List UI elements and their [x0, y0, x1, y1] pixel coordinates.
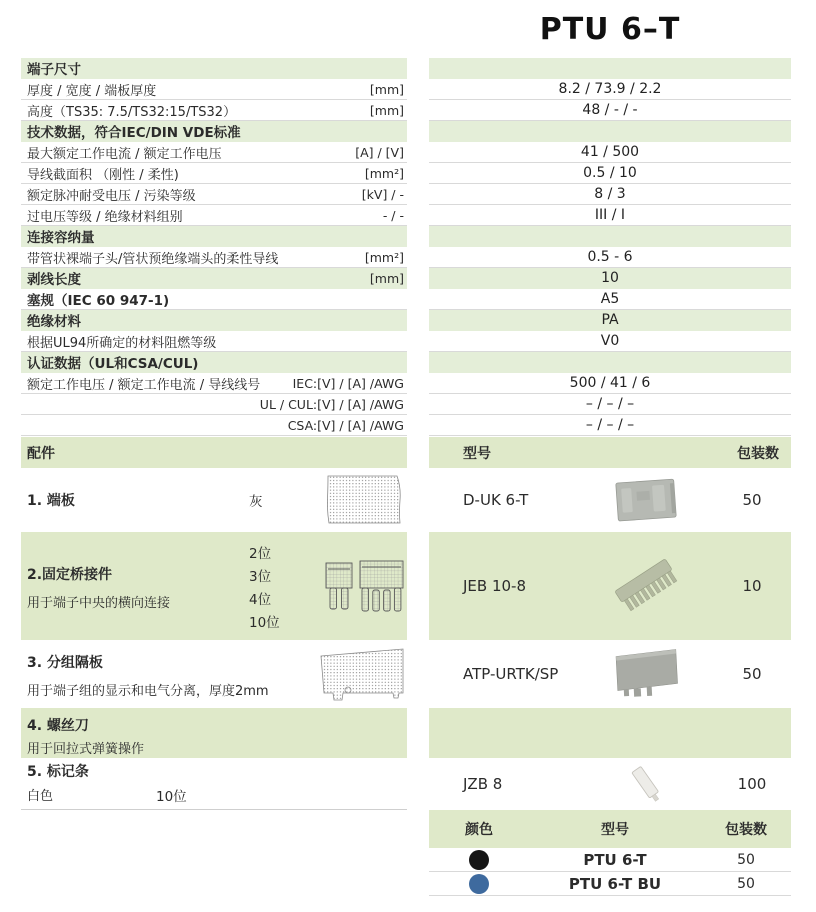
spec-value: 48 / - / -: [582, 102, 638, 118]
spec-value: – / – / –: [585, 396, 635, 412]
part-qty: 10: [742, 577, 762, 595]
spec-value: 8.2 / 73.9 / 2.2: [558, 81, 662, 97]
spec-value: 0.5 - 6: [587, 249, 633, 265]
spec-row-ferrule-conductor: [21, 247, 791, 268]
unit-label: UL / CUL:[V] / [A] /AWG: [259, 396, 404, 412]
spec-row-stripping-length: [21, 268, 791, 289]
accessories-header-label: 配件: [27, 445, 55, 462]
spec-label: 根据UL94所确定的材料阻燃等级: [27, 335, 217, 351]
part-row-jzb-8: [429, 758, 791, 810]
unit-label: [mm]: [369, 81, 404, 97]
order-row-ptu-6-t: [429, 848, 791, 872]
accessory-title: 3. 分组隔板: [27, 655, 103, 671]
order-table: [429, 810, 791, 896]
accessory-item-group-separator: [21, 640, 407, 708]
spec-value: V0: [600, 333, 620, 349]
spec-row-gauge: [21, 289, 791, 310]
part-row-atp-urtk-sp: [429, 640, 791, 708]
marker-option: 10位: [156, 789, 187, 805]
color-dot-black: [469, 850, 489, 870]
spec-value: III / I: [594, 207, 626, 223]
model-header-label: 型号: [601, 822, 629, 838]
order-qty: 50: [737, 875, 755, 892]
accessory-item-marker-strip: [21, 758, 407, 810]
bridge-pole-options: [249, 540, 280, 632]
part-row-empty: [429, 708, 791, 758]
spec-section-dimensions: [21, 58, 791, 79]
atp-urtk-sp-photo: [610, 648, 684, 700]
order-row-ptu-6-t-bu: [429, 872, 791, 896]
unit-label: CSA:[V] / [A] /AWG: [287, 417, 404, 433]
unit-label: [mm²]: [364, 249, 404, 265]
jeb-10-8-photo: [610, 551, 684, 621]
spec-row-thickness: [21, 79, 791, 100]
marker-color: 白色: [27, 789, 54, 804]
spec-row-cross-section: [21, 163, 791, 184]
accessory-item-end-plate: [21, 468, 407, 532]
accessory-item-screwdriver: [21, 708, 407, 758]
unit-label: [mm²]: [364, 165, 404, 181]
section-label: 端子尺寸: [27, 62, 81, 78]
qty-header-label: 包装数: [725, 822, 767, 838]
spec-value: 41 / 500: [580, 144, 640, 160]
spec-row-ul94-flammability: [21, 331, 791, 352]
color-dot-blue: [469, 874, 489, 894]
order-model: PTU 6-T: [583, 850, 647, 869]
spec-label: 过电压等级 / 绝缘材料组别: [27, 209, 183, 225]
spec-value: A5: [600, 291, 620, 307]
jzb-8-photo: [624, 761, 670, 807]
parts-header: [429, 437, 791, 468]
spec-row-insulation-material: [21, 310, 791, 331]
qty-header-label: 包装数: [737, 445, 779, 462]
part-qty: 100: [737, 775, 767, 793]
spec-label: 塞规（IEC 60 947-1): [27, 293, 170, 309]
accessory-desc: 用于回拉式弹簧操作: [27, 742, 145, 757]
accessory-item-fixed-bridge: [21, 532, 407, 640]
order-model: PTU 6-T BU: [568, 874, 662, 893]
order-table-header: [429, 810, 791, 848]
model-header-label: 型号: [463, 445, 491, 462]
part-model: ATP-URTK/SP: [463, 665, 559, 683]
product-title: PTU 6–T: [539, 12, 681, 47]
spec-label: 额定工作电压 / 额定工作电流 / 导线线号: [27, 377, 261, 393]
spec-label: 剥线长度: [27, 272, 81, 288]
part-qty: 50: [742, 491, 762, 509]
unit-label: - / -: [382, 207, 404, 223]
spec-section-certification-data: [21, 352, 791, 373]
spec-row-surge-voltage: [21, 184, 791, 205]
accessory-title: 2.固定桥接件: [27, 567, 113, 583]
spec-value: 0.5 / 10: [583, 165, 637, 181]
spec-label: 厚度 / 宽度 / 端板厚度: [27, 83, 157, 99]
bridge-option: 4位: [249, 591, 272, 608]
end-plate-drawing: [323, 473, 403, 527]
accessories-column: [21, 437, 407, 810]
spec-label: 带管状裸端子头/管状预绝缘端头的柔性导线: [27, 251, 279, 267]
spec-row-overvoltage-category: [21, 205, 791, 226]
spec-value: 500 / 41 / 6: [569, 375, 651, 391]
section-label: 连接容纳量: [27, 230, 95, 246]
section-label: 认证数据（UL和CSA/CUL): [27, 356, 199, 372]
accessory-title: 4. 螺丝刀: [27, 718, 89, 734]
accessory-option: 灰: [249, 494, 263, 510]
order-qty: 50: [737, 851, 755, 868]
spec-row-rated-current-voltage: [21, 142, 791, 163]
spec-row-height: [21, 100, 791, 121]
spec-value: PA: [601, 312, 619, 328]
accessory-title: 1. 端板: [27, 493, 75, 509]
spec-value: – / – / –: [585, 417, 635, 433]
part-model: JZB 8: [463, 775, 503, 793]
unit-label: [mm]: [369, 270, 404, 286]
bridge-option: 2位: [249, 545, 272, 562]
unit-label: [kV] / -: [361, 186, 404, 202]
accessory-title: 5. 标记条: [27, 764, 89, 780]
separator-drawing: [317, 646, 407, 704]
parts-column: [429, 437, 791, 810]
accessories-header: [21, 437, 407, 468]
spec-section-connection-capacity: [21, 226, 791, 247]
spec-label: 绝缘材料: [27, 314, 81, 330]
bridge-option: 3位: [249, 568, 272, 585]
color-header-label: 颜色: [465, 822, 493, 838]
part-qty: 50: [742, 665, 762, 683]
spec-table: [21, 58, 791, 436]
spec-label: 导线截面积 （刚性 / 柔性): [27, 167, 179, 183]
part-model: D-UK 6-T: [463, 491, 529, 509]
spec-row-csa-rating: [21, 415, 791, 436]
bridge-drawing: [323, 557, 405, 615]
accessory-desc: 用于端子中央的横向连接: [27, 596, 171, 611]
part-row-d-uk-6-t: [429, 468, 791, 532]
unit-label: [A] / [V]: [355, 144, 404, 160]
section-label: 技术数据，符合IEC/DIN VDE标准: [27, 125, 241, 141]
unit-label: [mm]: [369, 102, 404, 118]
unit-label: IEC:[V] / [A] /AWG: [292, 375, 404, 391]
spec-label: 最大额定工作电流 / 额定工作电压: [27, 146, 222, 162]
spec-value: 10: [601, 270, 619, 286]
spec-label: 额定脉冲耐受电压 / 污染等级: [27, 188, 196, 204]
spec-row-iec-rating: [21, 373, 791, 394]
d-uk-6-t-photo: [612, 472, 682, 528]
accessory-desc: 用于端子组的显示和电气分离，厚度2mm: [27, 684, 269, 699]
part-row-jeb-10-8: [429, 532, 791, 640]
spec-section-technical-data: [21, 121, 791, 142]
spec-row-ul-cul-rating: [21, 394, 791, 415]
spec-value: 8 / 3: [594, 186, 626, 202]
part-model: JEB 10-8: [463, 577, 527, 595]
bridge-option: 10位: [249, 614, 280, 631]
spec-label: 高度（TS35: 7.5/TS32:15/TS32）: [27, 104, 237, 120]
